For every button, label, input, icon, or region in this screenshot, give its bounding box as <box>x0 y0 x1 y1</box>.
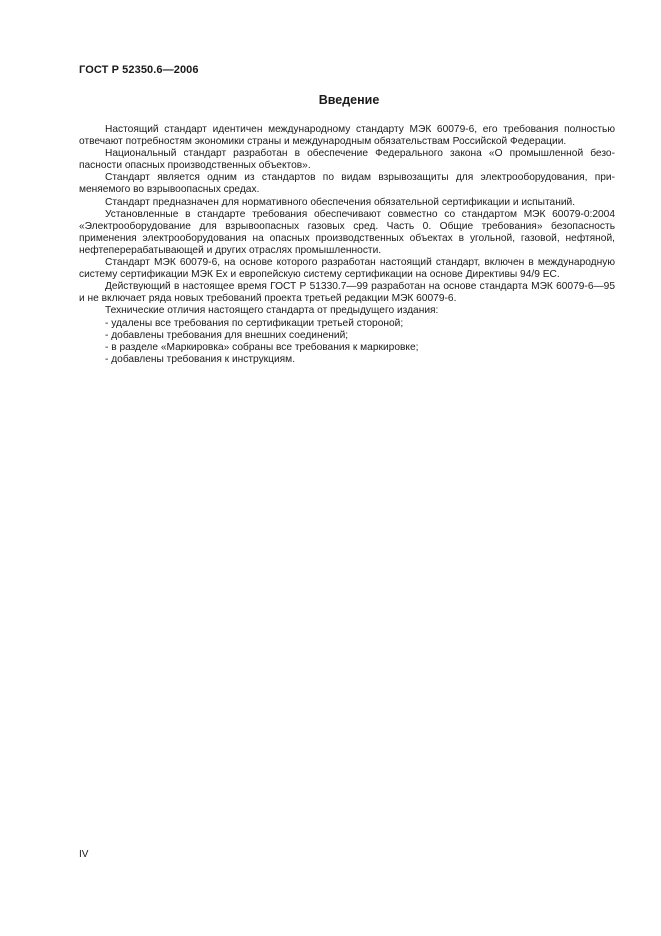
paragraph-8: Технические отличия настоящего стандарта от предыдущего издания: <box>105 305 439 317</box>
section-title: Введение <box>318 93 380 107</box>
paragraph-6: Стандарт МЭК 60079-6, на основе которого разработан настоящий стандарт, включен в международную систему сертификации МЭК Ex и европейскую систему сертификации на основе Директивы 94/9 ЕС. <box>79 257 615 281</box>
list-item: - удалены все требования по сертификации третьей стороной; <box>105 317 404 329</box>
page-number: IV <box>79 849 89 860</box>
list-item: - добавлены требования к инструкциям. <box>105 353 296 365</box>
paragraph-3: Стандарт является одним из стандартов по видам взрывозащиты для электрооборудования, применяемого во взрывоопасных средах. <box>79 172 615 196</box>
document-code-header: ГОСТ Р 52350.6—2006 <box>79 64 199 76</box>
paragraph-4: Стандарт предназначен для нормативного обеспечения обязательной сертификации и испытаний. <box>105 196 576 208</box>
introduction-body <box>79 124 615 366</box>
list-item: - добавлены требования для внешних соединений; <box>105 329 349 341</box>
paragraph-1: Настоящий стандарт идентичен международному стандарту МЭК 60079-6, его требования полностью отвечают потребностям экономики страны и международным обязательствам Российской Федерации. <box>79 124 615 148</box>
paragraph-2: Национальный стандарт разработан в обеспечение Федерального закона «О промышленной безопасности опасных производственных объектов». <box>79 148 615 172</box>
list-item: - в разделе «Маркировка» собраны все требования к маркировке; <box>105 341 419 353</box>
paragraph-7: Действующий в настоящее время ГОСТ Р 51330.7—99 разработан на основе стандарта МЭК 60079-6—95 и не включает ряда новых требований проекта третьей редакции МЭК 60079-6. <box>79 281 615 305</box>
paragraph-5: Установленные в стандарте требования обеспечивают совместно со стандартом МЭК 60079-0:2004 «Электрооборудование для взрывоопасных газовых сред. Часть 0. Общие требования» безопасность применения электрооборудования на опасных производственных объектах в угольной, газовой, нефтяной, нефтеперерабатывающей и других отраслях промышленности. <box>79 208 615 256</box>
differences-list <box>79 318 615 366</box>
